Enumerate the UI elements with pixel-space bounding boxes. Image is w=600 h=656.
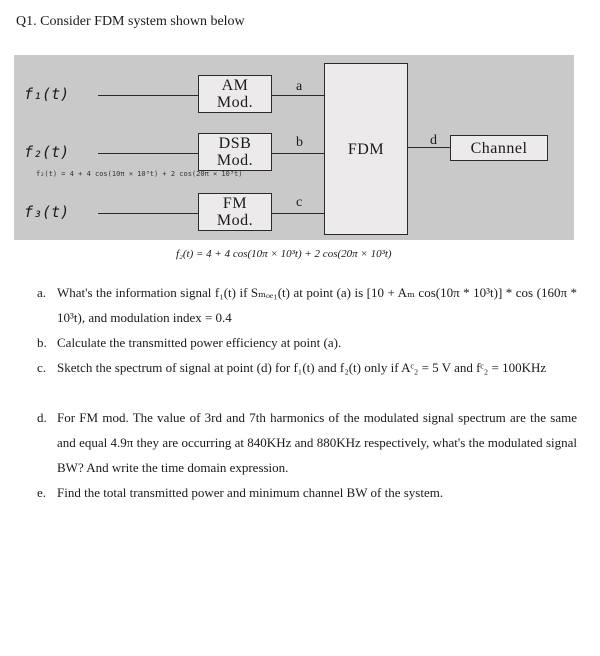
am-label: AM [221,77,249,94]
c-output-line [272,213,324,214]
question-e [37,480,577,505]
d-output-line [408,147,450,148]
dsb-label: DSB [218,135,252,152]
fm-label: FM [222,195,248,212]
fdm-block-diagram [14,55,574,240]
point-a-label: a [296,79,303,94]
fdm-block [324,63,408,235]
f1-input-line [98,95,198,96]
question-d-marker: d. [37,410,47,425]
question-b [37,330,577,355]
channel-block [450,135,548,161]
fdm-label: FDM [347,140,385,158]
fm-modulator-block [198,193,272,231]
am-mod-label: Mod. [216,94,254,111]
channel-label: Channel [470,139,528,157]
f2-equation-caption: f₂(t) = 4 + 4 cos(10π × 10³t) + 2 cos(20π × 10³t) [176,248,392,260]
question-b-marker: b. [37,335,47,350]
question-d-text: For FM mod. The value of 3rd and 7th harmonics of the modulated signal spectrum are the same and equal 4.9π they are occurring at 840KHz and 880KHz respectively, what's the modulated signal BW? And write the time domain expression. [57,410,577,475]
question-e-text: Find the total transmitted power and minimum channel BW of the system. [57,485,444,500]
signal-f1-label: f₁(t) [24,85,70,103]
inline-f2-equation: f₂(t) = 4 + 4 cos(10π × 10³t) + 2 cos(20π × 10³t) [36,170,243,178]
point-b-label: b [296,135,303,150]
f2-input-line [98,153,198,154]
question-a-marker: a. [37,285,47,300]
question-a-text: What's the information signal f₁(t) if Sₘₒₑ₁(t) at point (a) is [10 + Aₘ cos(10π * 10³t)] * cos (160π * 10³t), and modulation index = 0.4 [57,285,577,325]
a-output-line [272,95,324,96]
question-b-text: Calculate the transmitted power efficiency at point (a). [57,335,342,350]
question-c-marker: c. [37,360,47,375]
dsb-mod-label: Mod. [216,152,254,169]
fm-mod-label: Mod. [216,212,254,229]
point-d-label: d [430,133,437,148]
question-title: Q1. Consider FDM system shown below [16,14,245,29]
question-a [37,280,577,330]
f3-input-line [98,213,198,214]
question-e-marker: e. [37,485,47,500]
question-d [37,405,577,480]
am-modulator-block [198,75,272,113]
question-c-text: Sketch the spectrum of signal at point (d) for f₁(t) and f₂(t) only if Aᶜ₂ = 5 V and fᶜ₂ = 100KHz [57,360,547,375]
question-c [37,355,577,380]
b-output-line [272,153,324,154]
signal-f3-label: f₃(t) [24,203,70,221]
signal-f2-label: f₂(t) [24,143,70,161]
point-c-label: c [296,195,303,210]
dsb-modulator-block [198,133,272,171]
